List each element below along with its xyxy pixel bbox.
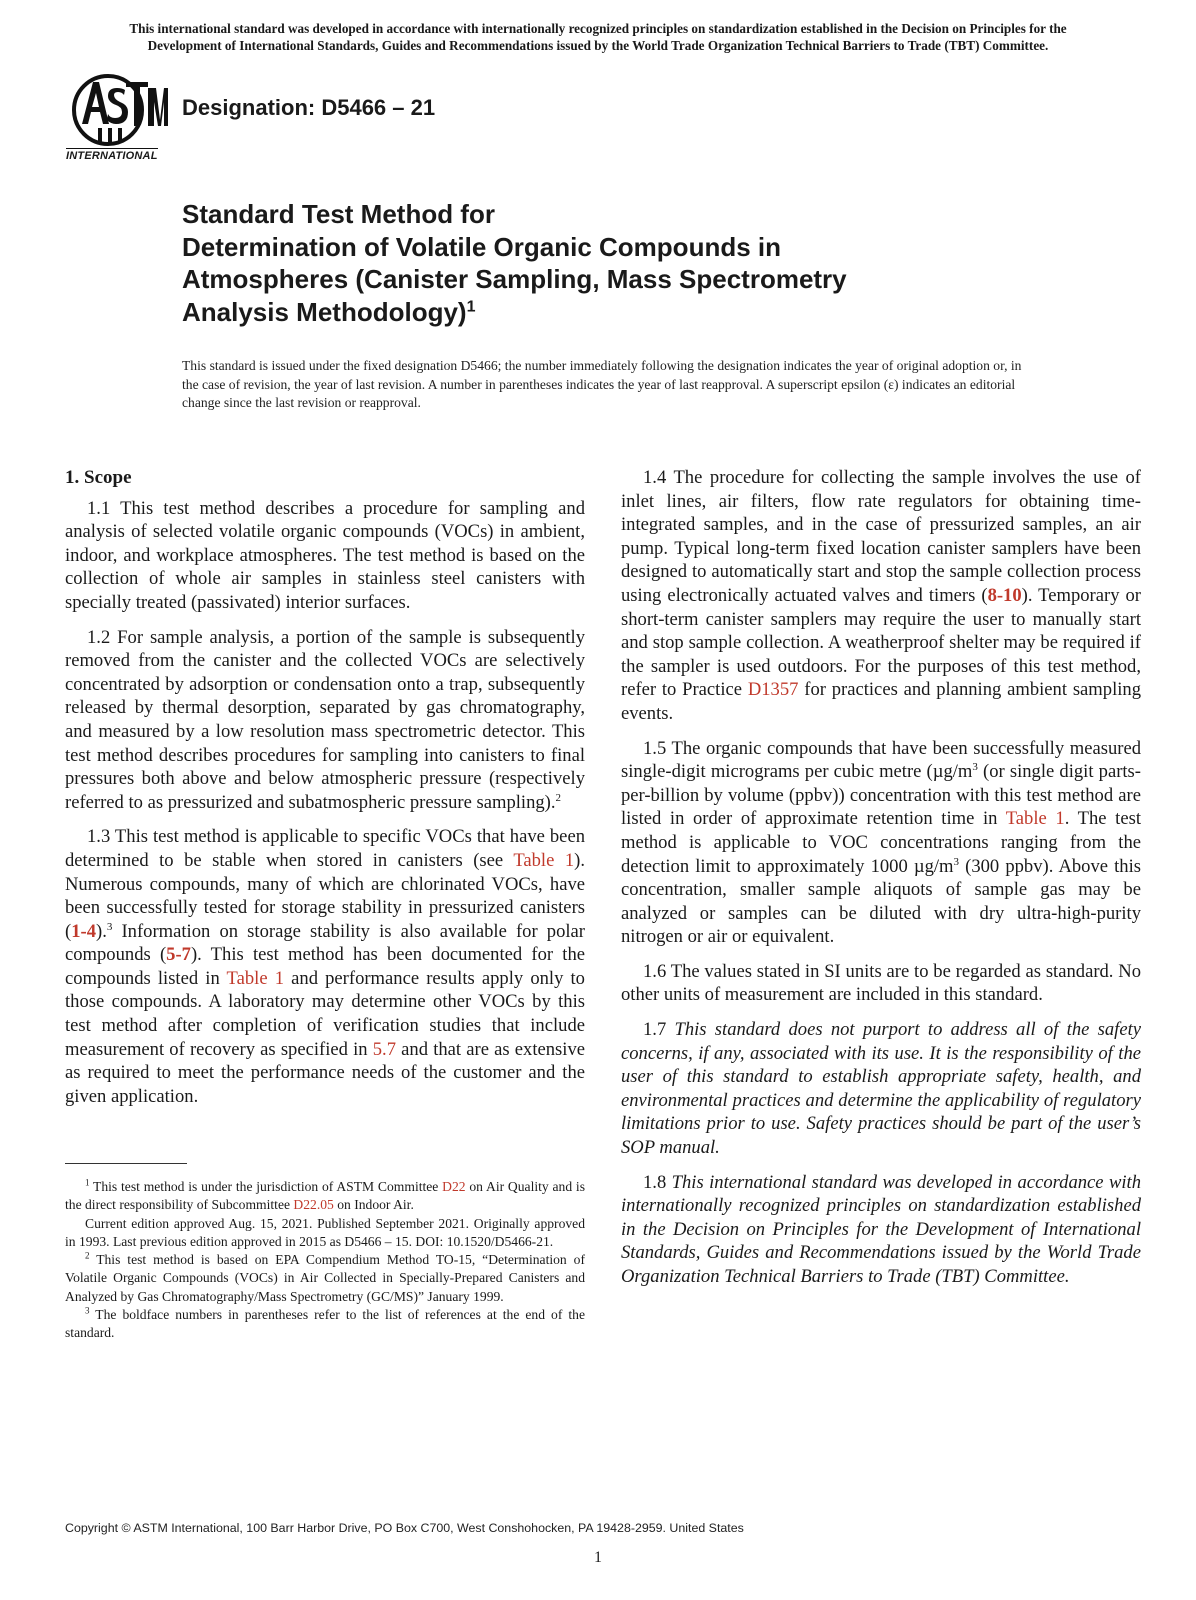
left-column: [65, 466, 585, 1119]
text-span: (or single digit parts-per-billion by volume (ppbv)) concentration with this test method are listed in order of approximate retention time in: [621, 761, 1141, 830]
wto-notice: [62, 20, 1134, 54]
footnote-mark: 1: [85, 1177, 90, 1188]
footnote-mark: 2: [85, 1250, 90, 1261]
text-span: This test method is under the jurisdiction of ASTM Committee: [89, 1179, 443, 1194]
text-span: ). Temporary or short-term canister samplers may require the user to manually start and stop sample collection. A weatherproof shelter may be required if the sampler is used outdoors. For the purposes of this test method, refer to Practice: [621, 584, 1141, 701]
copyright-footer: Copyright © ASTM International, 100 Barr Harbor Drive, PO Box C700, West Conshohocken, PA 19428-2959. United States: [65, 1521, 744, 1535]
logo-wordmark: INTERNATIONAL: [66, 150, 158, 162]
title-line-4: Analysis Methodology): [182, 296, 467, 327]
footnotes: [65, 1178, 585, 1343]
text-span: 1.3 This test method is applicable to specific VOCs that have been determined to be stable when stored in canisters (see: [65, 826, 585, 871]
text-span: on Indoor Air.: [333, 1197, 414, 1213]
issued-note: This standard is issued under the fixed designation D5466; the number immediately following the designation indicates the year of original adoption or, in the case of revision, the year of last revision. A number in parentheses indicates the year of last reapproval. A superscript epsilon (ε) indicates an editorial change since the last revision or reapproval.: [182, 358, 1022, 410]
text-span: ). Numerous compounds, many of which are chlorinated VOCs, have been successfully tested for storage stability in pressurized canisters (: [65, 849, 585, 942]
right-column: [621, 466, 1141, 1300]
title-line-3: Atmospheres (Canister Sampling, Mass Spectrometry: [182, 264, 847, 294]
designation: Designation: D5466 – 21: [182, 95, 436, 120]
footnote-mark: 3: [85, 1305, 90, 1316]
paragraph-1-8: [621, 1171, 1141, 1289]
footnote-divider: [65, 1163, 187, 1164]
notice-line-1: This international standard was developed in accordance with internationally recognized principles on standardization established in the Decision on Principles for the: [129, 21, 1067, 36]
document-title: [182, 198, 1002, 328]
link-subcommittee-d22-05[interactable]: D22.05: [293, 1197, 334, 1213]
paragraph-1-3: [65, 825, 585, 1108]
link-practice-d1357[interactable]: D1357: [747, 679, 799, 701]
paragraph-1-1: 1.1 This test method describes a procedure for sampling and analysis of selected volatile organic compounds (VOCs) in ambient, indoor, and workplace atmospheres. The test method is based on the collection of whole air samples in stainless steel canisters with specially treated (passivated) interior surfaces.: [65, 497, 585, 613]
paragraph-1-7: [621, 1018, 1141, 1160]
footnote-2: [65, 1251, 585, 1306]
title-footnote-mark: 1: [466, 297, 476, 315]
text-span: 1.4 The procedure for collecting the sample involves the use of inlet lines, air filters, flow rate regulators for obtaining time-integrated samples, and in the case of pressurized samples, an air pump. Typical long-term fixed location canister samplers have been designed to automatically start and stop the sample collection process using electronically actuated valves and timers (: [621, 467, 1141, 606]
reference-link-1-4[interactable]: 1-4: [71, 920, 96, 942]
link-committee-d22[interactable]: D22: [442, 1179, 466, 1194]
astm-logo: [62, 68, 170, 164]
text-span: ). This test method has been documented for the compounds listed in: [65, 944, 586, 989]
section-heading-scope: 1. Scope: [65, 467, 132, 488]
text-span: and that are as extensive as required to meet the performance needs of the customer and the given application.: [65, 1038, 585, 1107]
link-table-1[interactable]: Table 1: [1005, 808, 1065, 830]
safety-statement: This standard does not purport to address all of the safety concerns, if any, associated with its use. It is the responsibility of the user of this standard to establish appropriate safety, health, and environmental practices and determine the applicability of regulatory limitations prior to use. Safety practices should be part of the user’s SOP manual.: [621, 1019, 1141, 1159]
text-span: on Air Quality and is the direct responsibility of Subcommittee: [65, 1179, 585, 1213]
title-line-2: Determination of Volatile Organic Compounds in: [182, 231, 782, 262]
page-number: 1: [594, 1549, 602, 1566]
text-span: (300 ppbv). Above this concentration, smaller sample aliquots of sample gas may be analyzed or samples can be diluted with dry ultra-high-purity nitrogen or air or equivalent.: [621, 855, 1141, 948]
title-line-1: Standard Test Method for: [182, 199, 495, 229]
text-span: 1.8: [643, 1171, 672, 1193]
footnote-1: [65, 1178, 585, 1215]
paragraph-1-5: [621, 737, 1141, 949]
text-span: . The test method is applicable to VOC concentrations ranging from the detection limit to approximately 1000 µg/m: [621, 808, 1141, 877]
reference-link-8-10[interactable]: 8-10: [987, 584, 1022, 606]
paragraph-1-2: [65, 626, 585, 815]
footnote-3: [65, 1306, 585, 1343]
footnote-ref-2[interactable]: 2: [555, 791, 562, 804]
link-section-5-7[interactable]: 5.7: [372, 1038, 396, 1060]
superscript: 3: [972, 760, 978, 773]
text-span: and performance results apply only to those compounds. A laboratory may determine other VOCs by this test method after completion of verification studies that include measurement of recovery as specified in: [65, 967, 585, 1060]
notice-line-2: Development of International Standards, Guides and Recommendations issued by the World Trade Organization Technical Barriers to Trade (TBT) Committee.: [147, 38, 1049, 53]
text-span: 1.5 The organic compounds that have been successfully measured single-digit micrograms per cubic metre (µg/m: [621, 737, 1141, 783]
text-span: for practices and planning ambient sampling events.: [621, 679, 1141, 724]
text-span: This test method is based on EPA Compendium Method TO-15, “Determination of Volatile Organic Compounds (VOCs) in Air Collected in Specially-Prepared Canisters and Analyzed by Gas Chromatography/Mass Spectrometry (GC/MS)” January 1999.: [65, 1252, 585, 1304]
footnote-ref-3[interactable]: 3: [106, 920, 113, 933]
superscript: 3: [953, 855, 960, 868]
wto-statement: This international standard was developed in accordance with internationally recognized principles on standardization established in the Decision on Principles for the Development of International Standards, Guides and Recommendations issued by the World Trade Organization Technical Barriers to Trade (TBT) Committee.: [621, 1171, 1142, 1287]
text-span: The boldface numbers in parentheses refer to the list of references at the end of the standard.: [65, 1307, 585, 1341]
paragraph-1-6: 1.6 The values stated in SI units are to be regarded as standard. No other units of measurement are included in this standard.: [621, 960, 1141, 1006]
text-span: 1.7: [643, 1019, 675, 1041]
link-table-1[interactable]: Table 1: [226, 967, 285, 989]
reference-link-5-7[interactable]: 5-7: [166, 944, 191, 966]
link-table-1[interactable]: Table 1: [513, 849, 575, 871]
paragraph-1-4: [621, 466, 1141, 726]
text-span: Information on storage stability is also available for polar compounds (: [65, 920, 585, 966]
paragraph-1-2-text: 1.2 For sample analysis, a portion of the sample is subsequently removed from the canister and the collected VOCs are selectively concentrated by adsorption or condensation onto a trap, subsequently released by thermal desorption, separated by gas chromatography, and measured by a low resolution mass spectrometric detector. This test method describes procedures for sampling into canisters to final pressures both above and below atmospheric pressure (respectively referred to as pressurized and subatmospheric pressure sampling).: [65, 626, 585, 813]
footnote-edition: Current edition approved Aug. 15, 2021. Published September 2021. Originally approved in 1993. Last previous edition approved in 2015 as D5466 – 15. DOI: 10.1520/D5466-21.: [65, 1215, 585, 1249]
text-span: ).: [96, 920, 107, 942]
